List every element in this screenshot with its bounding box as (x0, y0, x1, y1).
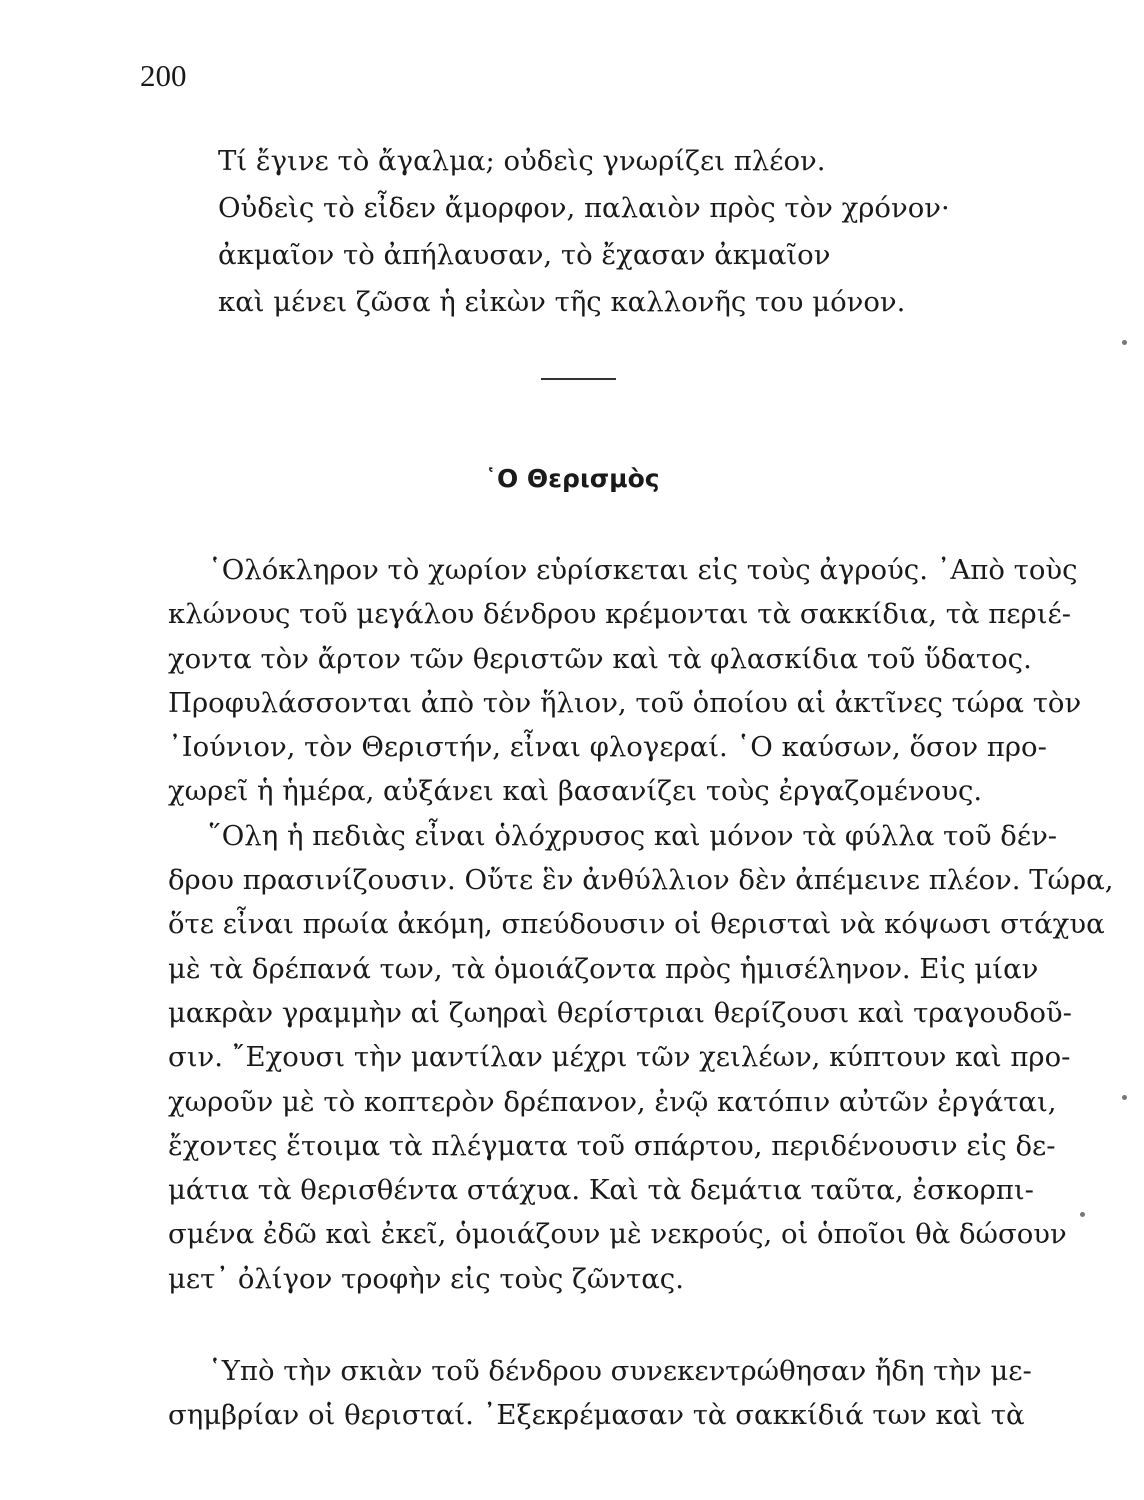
text-line: ῾Ολόκληρον τὸ χωρίον εὑρίσκεται εἰς τοὺς ἀγρούς. ᾿Απὸ τοὺς (208, 554, 1078, 586)
text-line: ᾿Ιούνιον, τὸν Θεριστήν, εἶναι φλογεραί. ῾Ο καύσων, ὅσον προ- (168, 731, 1047, 764)
prose-body (168, 548, 1114, 1438)
poem-stanza (218, 138, 950, 326)
text-line: ἔχοντες ἕτοιμα τὰ πλέγματα τοῦ σπάρτου, περιδένουσιν εἰς δε- (168, 1129, 1056, 1162)
poem-line: Οὐδεὶς τὸ εἶδεν ἄμορφον, παλαιὸν πρὸς τὸν χρόνον· (218, 192, 950, 224)
text-line: δρου πρασινίζουσιν. Οὔτε ἓν ἀνθύλλιον δὲν ἀπέμεινε πλέον. Τώρα, (168, 864, 1114, 897)
text-line: χωροῦν μὲ τὸ κοπτερὸν δρέπανον, ἐνῷ κατόπιν αὐτῶν ἐργάται, (168, 1085, 1057, 1118)
text-line: μετ᾿ ὀλίγον τροφὴν εἰς τοὺς ζῶντας. (168, 1262, 684, 1295)
text-line: κλώνους τοῦ μεγάλου δένδρου κρέμονται τὰ σακκίδια, τὰ περιέ- (168, 598, 1072, 631)
poem-line: ἀκμαῖον τὸ ἀπήλαυσαν, τὸ ἔχασαν ἀκμαῖον (218, 239, 831, 271)
text-line: μακρὰν γραμμὴν αἱ ζωηραὶ θερίστριαι θερίζουσι καὶ τραγουδοῦ- (168, 996, 1072, 1029)
poem-line: καὶ μένει ζῶσα ἡ εἰκὼν τῆς καλλονῆς του μόνον. (218, 286, 906, 318)
page-number: 200 (140, 58, 187, 93)
text-line: σημβρίαν οἱ θερισταί. ᾿Εξεκρέμασαν τὰ σακκίδιά των καὶ τὰ (168, 1399, 1025, 1432)
text-line: ῾Υπὸ τὴν σκιὰν τοῦ δένδρου συνεκεντρώθησαν ἤδη τὴν με- (208, 1355, 1032, 1388)
paragraph-gap (168, 1301, 1016, 1349)
paragraph-1 (168, 548, 1082, 814)
text-line: ὅτε εἶναι πρωία ἀκόμη, σπεύδουσιν οἱ θερισταὶ νὰ κόψωσι στάχυα (168, 908, 1105, 941)
text-line: σιν. ῎Εχουσι τὴν μαντίλαν μέχρι τῶν χειλέων, κύπτουν καὶ προ- (168, 1041, 1071, 1074)
text-line: μὲ τὰ δρέπανά των, τὰ ὁμοιάζοντα πρὸς ἡμισέληνον. Εἰς μίαν (168, 952, 1039, 985)
text-line: χοντα τὸν ἄρτον τῶν θεριστῶν καὶ τὰ φλασκίδια τοῦ ὕδατος. (168, 642, 1032, 675)
text-line: μάτια τὰ θερισθέντα στάχυα. Καὶ τὰ δεμάτια ταῦτα, ἐσκορπι- (168, 1174, 1034, 1207)
text-line: Προφυλάσσονται ἀπὸ τὸν ἥλιον, τοῦ ὁποίου αἱ ἀκτῖνες τώρα τὸν (168, 686, 1082, 719)
text-line: σμένα ἐδῶ καὶ ἐκεῖ, ὁμοιάζουν μὲ νεκρούς, οἱ ὁποῖοι θὰ δώσουν (168, 1218, 1067, 1251)
text-line: χωρεῖ ἡ ἡμέρα, αὐξάνει καὶ βασανίζει τοὺς ἐργαζομένους. (168, 775, 983, 808)
paragraph-2 (168, 814, 1114, 1301)
section-divider (541, 378, 616, 380)
poem-line: Τί ἔγινε τὸ ἄγαλμα; οὐδεὶς γνωρίζει πλέον. (218, 145, 826, 177)
scan-speck (1122, 340, 1127, 345)
paragraph-3 (168, 1349, 1032, 1438)
scan-speck (1122, 1095, 1127, 1100)
scan-speck (1080, 1212, 1085, 1217)
section-title: ῾Ο Θερισμὸς (484, 464, 660, 493)
text-line: ῞Ολη ἡ πεδιὰς εἶναι ὁλόχρυσος καὶ μόνον τὰ φύλλα τοῦ δέν- (208, 819, 1058, 852)
